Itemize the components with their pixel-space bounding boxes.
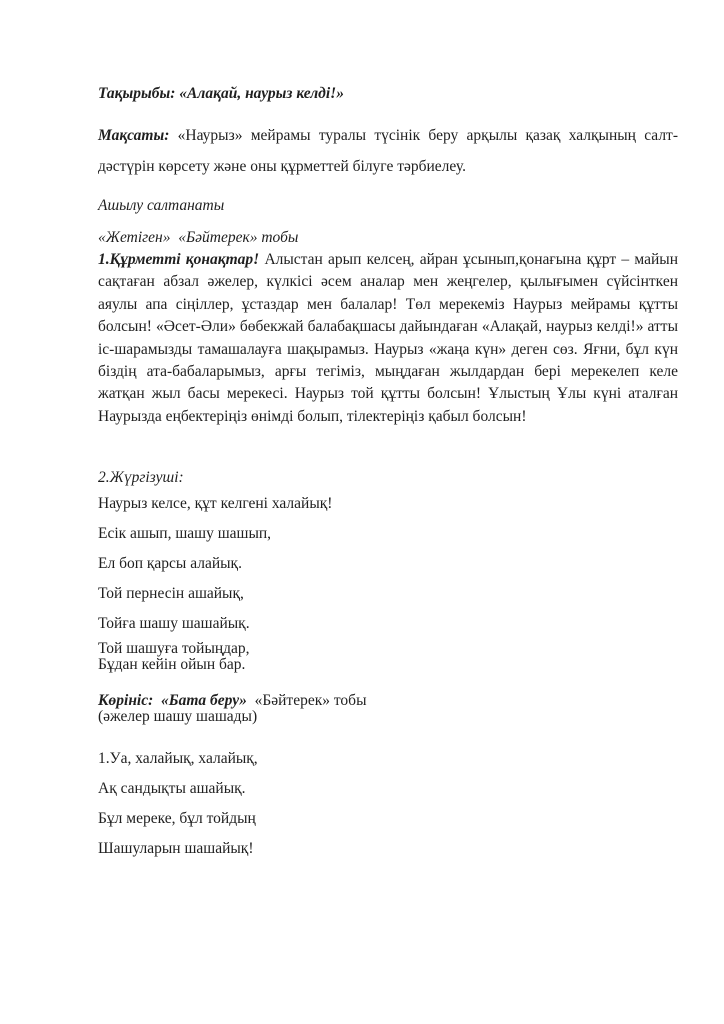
scene-label: Көрініс: «Бата беру» — [98, 692, 247, 710]
poem-line: Той пернесін ашайық, — [98, 585, 244, 603]
opening-ceremony-heading: Ашылу салтанаты — [98, 197, 225, 214]
presenter-heading: 2.Жүргізуші: — [98, 469, 184, 487]
scene-heading-block — [98, 693, 678, 725]
scene-heading — [98, 693, 678, 709]
welcome-speech-text: Алыстан арып келсең, айран ұсынып,қонағына құрт – майын сақтаған абзал әжелер, күлкісі әсем аналар мен жеңгелер, қылығымен сүйсінткен аяулы апа сіңіллер, ұстаздар мен балалар! Төл мерекеміз Наурыз мейрамы құтты болсын! «Әсет-Әли» бөбекжай балабақшасы дайындаған «Алақай, наурыз келді!» атты іс-шарамызды тамашалауға шақырамыз. Наурыз «жаңа күн» деген сөз. Яғни, бұл күн біздің ата-бабаларымыз, арғы тегіміз, мыңдаған жылдардан бері мерекелеп келе жатқан жыл басы мерекесі. Наурыз той құтты болсын! Ұлыстың Ұлы күні аталған Наурызда еңбектеріңіз өнімді болып, тілектеріңіз қабыл болсын! — [98, 251, 679, 425]
scene-group: «Бәйтерек» тобы — [246, 692, 367, 710]
poem-line: Ақ сандықты ашайық. — [98, 780, 246, 798]
groups-heading: «Жетіген» «Бәйтерек» тобы — [98, 229, 299, 246]
welcome-speech-label: 1.Құрметті қонақтар! — [98, 251, 260, 268]
poem-line: Ел боп қарсы алайық. — [98, 555, 242, 573]
poem-line: Той шашуға тойыңдар, — [98, 640, 250, 658]
purpose-text: «Наурыз» мейрамы туралы түсінік беру арқылы қазақ халқының салт-дәстүрін көрсету және оны құрметтей білуге тәрбиелеу. — [98, 127, 678, 175]
poem-line: Тойға шашу шашайық. — [98, 615, 250, 633]
purpose-label: Мақсаты: — [98, 127, 170, 144]
poem-line: Бұл мереке, бұл тойдың — [98, 810, 256, 828]
poem-2 — [98, 748, 678, 860]
poem-1 — [98, 493, 678, 673]
welcome-speech-paragraph — [98, 249, 678, 428]
scene-note: (әжелер шашу шашады) — [98, 708, 258, 726]
poem-line: Наурыз келсе, құт келгені халайық! — [98, 495, 333, 513]
poem-line: Шашуларын шашайық! — [98, 840, 254, 858]
poem-line: 1.Уа, халайық, халайық, — [98, 750, 258, 768]
poem-line: Бұдан кейін ойын бар. — [98, 656, 246, 674]
poem-couplet — [98, 641, 678, 673]
purpose-paragraph — [98, 120, 678, 182]
document-title: Тақырыбы: «Алақай, наурыз келді!» — [98, 85, 344, 102]
poem-line: Есік ашып, шашу шашып, — [98, 525, 272, 543]
